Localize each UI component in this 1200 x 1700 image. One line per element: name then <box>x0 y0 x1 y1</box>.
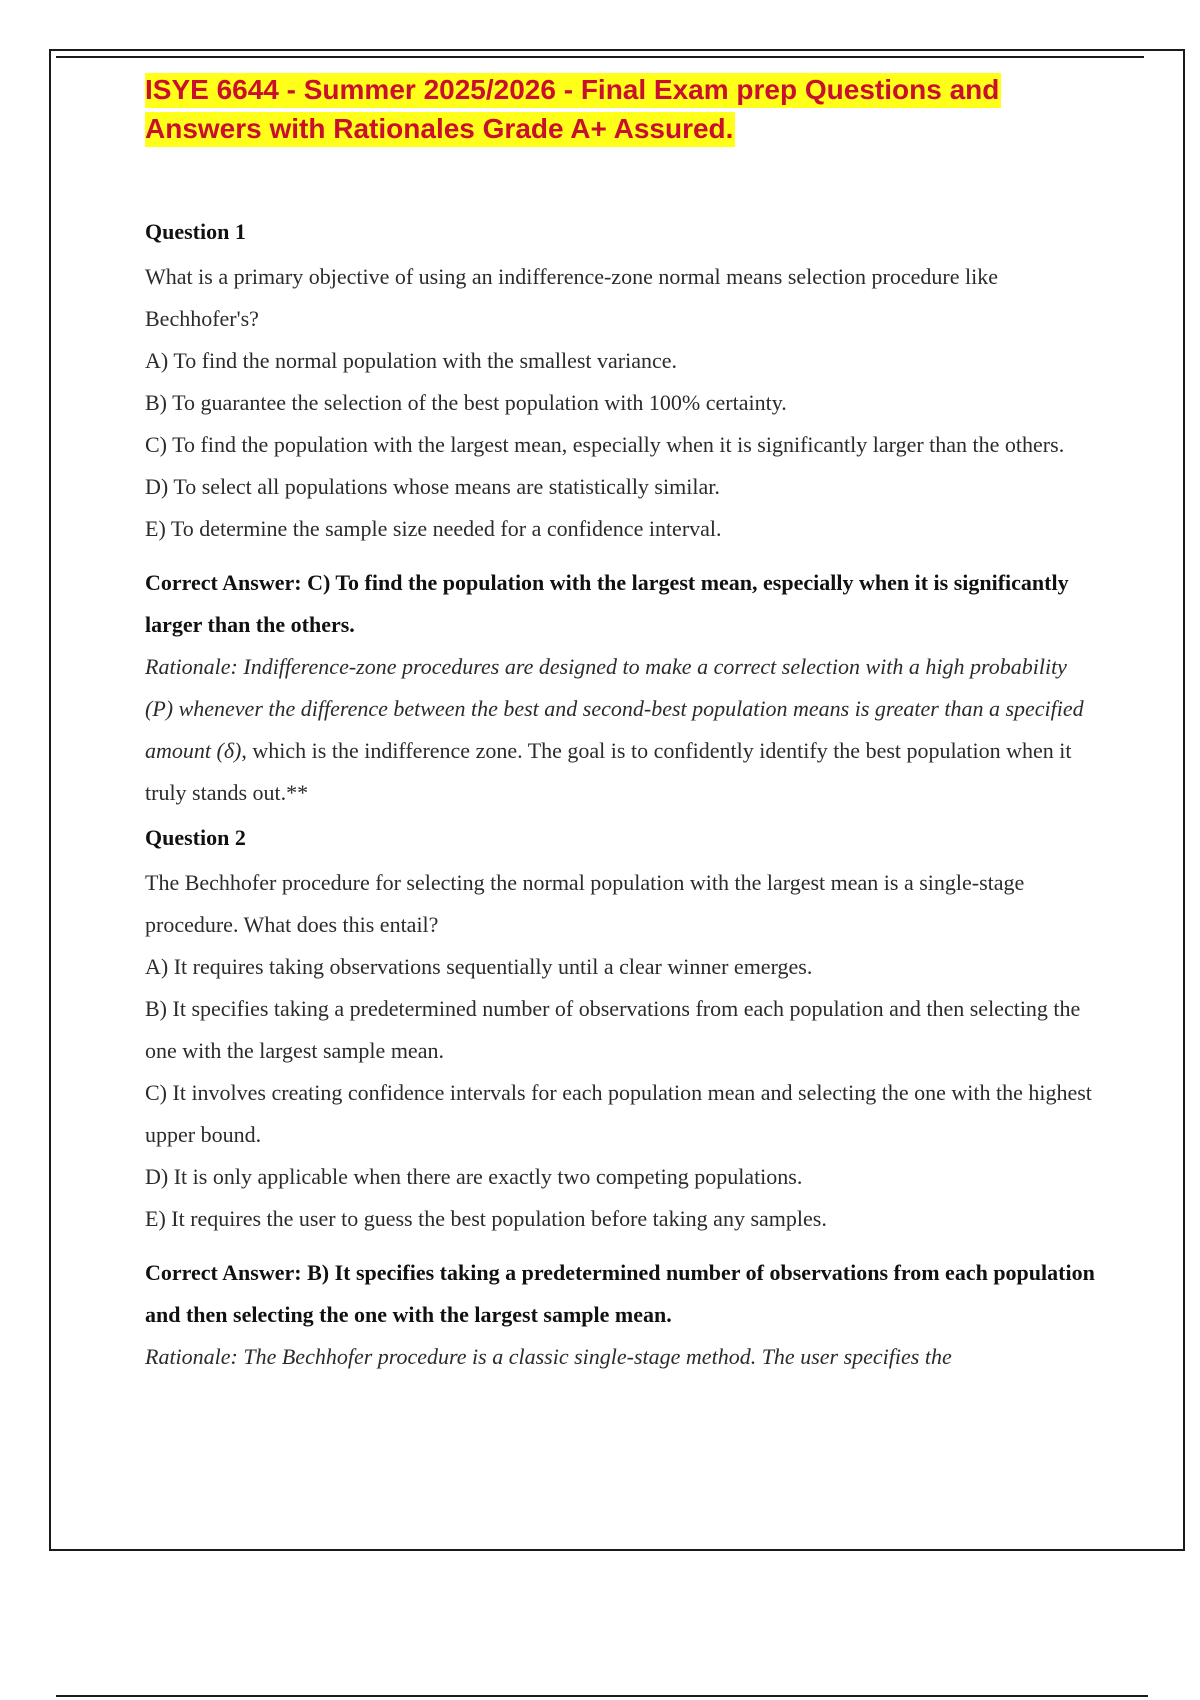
correct-answer: Correct Answer: C) To find the population with the largest mean, especially when it is significantly larger than the others. <box>145 570 1069 637</box>
question-text: What is a primary objective of using an indifference-zone normal means selection procedure like Bechhofer's? <box>145 264 998 331</box>
question-text: The Bechhofer procedure for selecting the normal population with the largest mean is a single-stage procedure. What does this entail? <box>145 870 1025 937</box>
document-content <box>145 70 1095 1378</box>
rationale-italic: Rationale: Indifference-zone procedures are designed to make a correct selection with a high probability (P) whenever the difference between the best and second-best population means is greater than a specified amount (δ) <box>145 654 1084 763</box>
document-title <box>145 70 1095 148</box>
rationale-italic: Rationale: The Bechhofer procedure is a classic single-stage method. The user specifies the <box>145 1344 952 1369</box>
next-page-top-rule <box>56 1695 1148 1697</box>
correct-answer: Correct Answer: B) It specifies taking a predetermined number of observations from each population and then selecting the one with the largest sample mean. <box>145 1260 1095 1327</box>
option-d: D) To select all populations whose means are statistically similar. <box>145 474 720 499</box>
option-d: D) It is only applicable when there are exactly two competing populations. <box>145 1164 803 1189</box>
option-c: C) To find the population with the largest mean, especially when it is significantly larger than the others. <box>145 432 1065 457</box>
rationale-regular: , which is the indifference zone. The goal is to confidently identify the best population when it truly stands out.** <box>145 738 1072 805</box>
option-e: E) It requires the user to guess the best population before taking any samples. <box>145 1206 827 1231</box>
rationale <box>145 1336 1095 1378</box>
title-highlight: ISYE 6644 - Summer 2025/2026 - Final Exam prep Questions and Answers with Rationales Grade A+ Assured. <box>145 73 1001 147</box>
option-a: A) To find the normal population with the smallest variance. <box>145 348 678 373</box>
question-2 <box>145 824 1095 1378</box>
rationale <box>145 646 1095 814</box>
option-b: B) It specifies taking a predetermined number of observations from each population and then selecting the one with the largest sample mean. <box>145 996 1081 1063</box>
option-a: A) It requires taking observations sequentially until a clear winner emerges. <box>145 954 813 979</box>
option-e: E) To determine the sample size needed for a confidence interval. <box>145 516 722 541</box>
option-b: B) To guarantee the selection of the best population with 100% certainty. <box>145 390 787 415</box>
question-heading: Question 1 <box>145 219 246 244</box>
option-c: C) It involves creating confidence intervals for each population mean and selecting the one with the highest upper bound. <box>145 1080 1092 1147</box>
question-1 <box>145 218 1095 814</box>
question-heading: Question 2 <box>145 825 246 850</box>
top-rule <box>56 56 1144 58</box>
